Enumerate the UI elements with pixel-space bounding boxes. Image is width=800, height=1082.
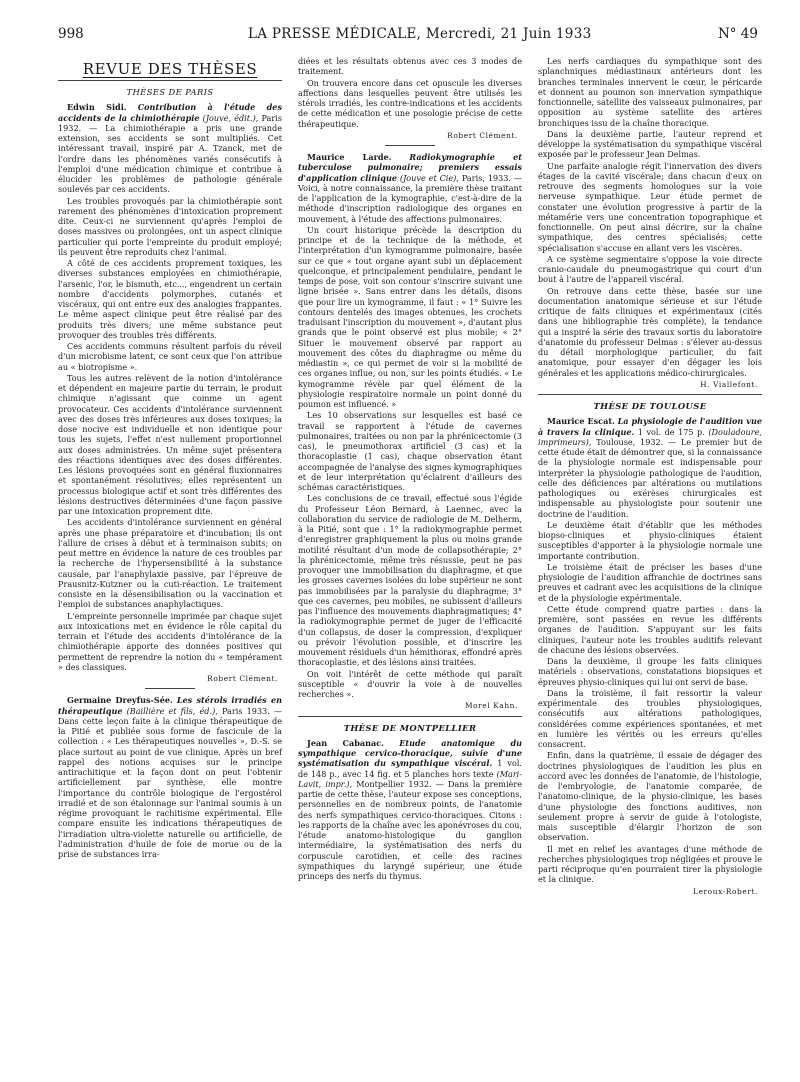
review-book-title: Les stérols irradiés en thérapeutique bbox=[58, 695, 282, 716]
paragraph: Le troisième était de préciser les bases d'une physiologie de l'audition affranchie de doctrines sans preuves et cadrant avec les acquisitions de la clinique et de la physiologie expérimentale. bbox=[538, 561, 762, 603]
paragraph: Dans la deuxième, il groupe les faits cliniques matériels : observations, constatations biopsiques et épreuves physio-cliniques qui lui ont servi de base. bbox=[538, 656, 762, 687]
paragraph: Enfin, dans la quatrième, il essaie de dégager des doctrines physiologiques de l'audition les plus en accord avec les données de l'anatomie, de l'histologie, de l'embryologie, de l'anatomie comparée, de l'anatomo-clinique, de la physio-clinique, les bases d'une physiologie des fonctions auditives, non seulement propre à servir de guide à l'otologiste, mais susceptible d'élargir l'horizon de son observation. bbox=[538, 750, 762, 843]
review-text: Paris 1932. — La chimiothérapie a pris une grande extension, ses accidents se sont multipliés. Cet intéressant travail, inspiré par A. Tzanck, met de l'ordre dans les phénomènes variés consécutifs à l'emploi d'une médication chimique et contribue à élucider les problèmes de pathologie générale soulevés par ces accidents. bbox=[58, 112, 282, 195]
review-text: 1 vol. de 175 p. bbox=[637, 426, 705, 437]
paragraph: Les accidents d'intolérance surviennent en général après une phase préparatoire et d'incubation; ils ont l'allure de crises à début et à terminaison subits; on peut mettre en évidence la nature de ces troubles par la recherche de l'hypersensibilité à la substance causale, par l'anaphylaxie passive, par l'épreuve de Prausnitz-Kutzner ou la cuti-réaction. Le traitement consiste en la désensibilisation ou la vaccination et l'emploi de substances anaphylactiques. bbox=[58, 517, 282, 610]
reviewer-signature: Morel Kahn. bbox=[464, 701, 518, 711]
review-text: Toulouse, 1932. — Le premier but de cette étude était de démontrer que, si la connaissance de la physiologie normale est indispensable pour interpréter la physiologie pathologique de l'audition, celle des déficiences par altérations ou mutilations pathologiques ou exérèses chirurgicales est indispensable au physiologiste pour soutenir une doctrine de l'audition. bbox=[538, 436, 762, 519]
paragraph: Les nerfs cardiaques du sympathique sont des splanchniques médiastinaux antérieurs dont les branches terminales innervent le cœur, le péricarde et donnent au poumon son innervation sympathique fonctionnelle, satellite des vaisseaux pulmonaires, par opposition au système satellite des artères bronchiques issu de la chaîne thoracique. bbox=[538, 56, 762, 128]
separator-rule bbox=[538, 394, 762, 395]
review-text: Montpellier 1932. — Dans la première partie de cette thèse, l'auteur expose ses conceptions, personnelles en de nombreux points, de l'anatomie des nerfs sympathiques cervico-thoraciques. Citons : les rapports de la chaîne avec les aponévroses du cou, l'étude anatomo-histologique du ganglion intermédiaire, la systématisation des nerfs du corpuscule carotidien, et celle des racines sympathiques du laryngé supérieur, une étude princeps des nerfs du thymus. bbox=[298, 778, 522, 881]
review-publisher: (Jouve et Cie), bbox=[399, 172, 459, 183]
paragraph: Les 10 observations sur lesquelles est basé ce travail se rapportent à l'étude de cavernes pulmonaires, traitées ou non par la phrénicectomie (3 cas), le pneumothorax artificiel (3 cas) et la thoracoplastie (1 cas), chaque observation étant accompagnée de l'analyse des signes kymographiques et de leur interprétation qu'éclairent d'ailleurs des schémas caractéristiques. bbox=[298, 410, 522, 492]
review-text: Paris 1933. — Dans cette leçon faite à la clinique thérapeutique de la Pitié et publiée sous forme de fascicule de la collection : « Les thérapeutiques nouvelles », D.-S. se place surtout au point de vue clinique. Après un bref rappel des notions acquises sur le principe antirachitique et la façon dont on peut l'obtenir artificiellement par synthèse, elle montre l'importance du contrôle biologique de l'ergostérol irradié et de son étalonnage sur l'animal soumis à un régime provoquant le rachitisme expérimental. Elle compare ensuite les indications thérapeutiques de l'irradiation ultra-violette naturelle ou artificielle, de l'administration d'huile de foie de morue ou de la prise de substances irra- bbox=[58, 705, 282, 859]
review-book-title: Radiokymographie et tuberculose pulmonaire; premiers essais d'application clinique bbox=[298, 152, 522, 183]
review-publisher: (Baillière et fils, éd.), bbox=[126, 705, 218, 716]
paragraph: On trouvera encore dans cet opuscule les diverses affections dans lesquelles peuvent être utilisés les stérols irradiés, les contre-indications et les accidents de cette médication et une posologie précise de cette thérapeutique. bbox=[298, 77, 522, 129]
review-publisher: (Mari-Lavit, impr.), bbox=[298, 768, 523, 789]
paragraph: Les conclusions de ce travail, effectué sous l'égide du Professeur Léon Bernard, à Laennec, avec la collaboration du service de radiologie de M. Delherm, à la Pitié, sont que : 1° la radiokymographie permet d'enregistrer graphiquement la plus ou moins grande motilité résultant d'un mode de collapsothérapie; 2° la phrénicectomie, même très résussie, peut ne pas provoquer une immobilisation du diaphragme, et que les grosses cavernes isolées du lobe supérieur ne sont pas immobilisées par la paralysie du diaphragme; 3° que ces cavernes, peu mobiles, ne subissent d'ailleurs pas l'influence des mouvements diaphragmatiques; 4° la radiokymographie permet de juger de l'efficacité d'un collapsus, de doser la compression, d'expliquer ou prévoir l'évolution possible, et d'inscrire les mouvement résiduels d'un hémithorax, effondré après thoracoplastie, et des lésions ainsi traitées. bbox=[298, 493, 522, 668]
issue-number: N° 49 bbox=[717, 26, 758, 42]
column-3 bbox=[538, 56, 762, 901]
review-entry-larde bbox=[298, 152, 522, 224]
subsection-montpellier: THÈSE DE MONTPELLIER bbox=[343, 722, 477, 733]
paragraph: Tous les autres relèvent de la notion d'intolérance et dépendent en majeure partie du terrain, le produit chimique n'agissant que comme un agent provocateur. Ces accidents d'intolérance surviennent avec des doses très inférieures aux doses toxiques; la dose nocive est individuelle et non identique pour tous les sujets, l'effet n'est nullement proportionnel aux doses administrées. Un même sujet présentera des réactions identiques avec des doses différentes. Les lésions provoquées sont en général fluxionnaires et spontanément résolutives; elles représentent un processus biologique actif et sont très différentes des lésions destructives déterminées d'une façon passive par une intoxication proprement dite. bbox=[58, 372, 282, 516]
review-publisher: (Jouve, édit.), bbox=[202, 112, 259, 123]
paragraph: L'empreinte personnelle imprimée par chaque sujet aux intoxications met en évidence le rôle capital du terrain et l'étude des accidents d'intolérance de la chimiothérapie apporte des données positives qui permettent de reprendre la notion du « tempérament » des classiques. bbox=[58, 610, 282, 672]
review-text: Paris, 1933. — Voici, à notre connaissance, la première thèse traitant de l'application de la kymographie, c'est-à-dire de la méthode d'inscription radiologique des organes en mouvement, à l'étude des affections pulmonaires. bbox=[298, 172, 522, 224]
reviewer-signature: Leroux-Robert. bbox=[693, 886, 758, 896]
paragraph: Ces accidents communs résultent parfois du réveil d'un microbisme latent, ce sont ceux que l'on attribue au « biotropisme ». bbox=[58, 341, 282, 372]
review-author: Germaine Dreyfus-Sée. bbox=[67, 695, 173, 706]
review-entry-escat bbox=[538, 416, 762, 519]
review-text: 1 vol. de 148 p., avec 14 fig. et 5 planches hors texte bbox=[298, 758, 522, 779]
paragraph: A ce système segmentaire s'oppose la voie directe cranio-caudale du pneumogastrique qui court d'un bout à l'autre de l'appareil viscéral. bbox=[538, 253, 762, 285]
paragraph: Le deuxième était d'établir que les méthodes biopso-cliniques et physio-cliniques étaient susceptibles d'apporter à la physiologie normale une importante contribution. bbox=[538, 519, 762, 561]
reviewer-signature: Robert Clément. bbox=[447, 130, 518, 140]
subsection-paris: THÈSES DE PARIS bbox=[126, 87, 214, 97]
separator-rule bbox=[145, 688, 195, 689]
paragraph: On voit l'intérêt de cette méthode qui paraît susceptible « d'ouvrir la voie à de nouvelles recherches ». bbox=[298, 668, 522, 699]
journal-title: LA PRESSE MÉDICALE, Mercredi, 21 Juin 1933 bbox=[248, 26, 592, 42]
section-title: REVUE DES THÈSES bbox=[82, 60, 258, 78]
review-author: Jean Cabanac. bbox=[307, 737, 384, 748]
review-author: Maurice Escat. bbox=[547, 416, 615, 427]
paragraph: Dans la troisième, il fait ressortir la valeur expérimentale des troubles physiologiques, consécutifs aux altérations pathologiques, considérées comme expériences spontanées, et met en lumière les vérités ou les erreurs qu'elles consacrent. bbox=[538, 687, 762, 749]
subsection-toulouse: THÈSE DE TOULOUSE bbox=[593, 401, 707, 411]
review-entry-sidi bbox=[58, 102, 282, 194]
column-1 bbox=[58, 56, 282, 860]
review-book-title: Etude anatomique du sympathique cervico-thoracique, suivie d'une systématisation du sympathique viscéral. bbox=[298, 737, 523, 769]
review-entry-dreyfus-see bbox=[58, 695, 282, 859]
title-rule bbox=[58, 80, 282, 81]
review-book-title: La physiologie de l'audition vue à travers la clinique. bbox=[538, 416, 762, 437]
separator-rule bbox=[298, 716, 522, 717]
paragraph: On retrouve dans cette thèse, basée sur une documentation anatomique sérieuse et sur l'étude critique de faits cliniques et expérimentaux (cités dans une bibliographie très complète), la tendance qui a inspiré la série des travaux sortis du laboratoire d'anatomie du professeur Delmas : s'élever au-dessus du détail morphologique particulier, du fait anatomique, pour essayer d'en dégager les lois générales et les applications médico-chirurgicales. bbox=[538, 285, 762, 378]
paragraph: Les troubles provoqués par la chimiothérapie sont rarement des phénomènes d'intoxication proprement dite. Ceux-ci ne surviennent qu'après l'emploi de doses massives ou prolongées, ont un aspect clinique particulier qui porte l'empreinte du produit employé; ils peuvent être reproduits chez l'animal. bbox=[58, 195, 282, 257]
review-book-title: Contribution à l'étude des accidents de la chimiothérapie bbox=[58, 102, 282, 123]
paragraph: Dans la deuxième partie, l'auteur reprend et développe la systématisation du sympathique viscéral exposée par le professeur Jean Delmas. bbox=[538, 128, 762, 160]
review-author: Edwin Sidi. bbox=[67, 102, 127, 113]
review-entry-cabanac bbox=[298, 738, 522, 882]
paragraph: Un court historique précède la description du principe et de la technique de la méthode, et l'interprétation d'un kymogramme pulmonaire, basée sur ce que « tout organe ayant subi un déplacement quelconque, et principalement pendulaire, pendant le temps de pose, voit son contour s'inscrire suivant une ligne brisée ». Sans entrer dans les détails, disons que pour lire un kymogramme, il faut : « 1° Suivre les contours dentelés des images obtenues, les crochets traduisant l'inscription du mouvement », d'autant plus grands que le point observé est plus mobile; « 2° Situer le mouvement observé par rapport au mouvement des côtes du diaphragme ou même du médiastin », ce qui permet de voir si la mobilité de ces organes influe, ou non, sur les points étudiés. « Le kymogramme révèle par quel élément de la physiologie respiratoire normale un point donné du poumon est influencé. » bbox=[298, 224, 522, 409]
paragraph: Une parfaite analogie régit l'innervation des divers étages de la cavité viscérale; dans chacun d'eux on retrouve des segments homologues sur la voie nerveuse sympathique. Leur étude permet de constater une évolution progressive à partir de la métamérie vers une concentration topographique et fonctionnelle. On peut ainsi décrire, sur la chaîne sympathique, des centres spécialisés; cette spécialisation s'accuse en allant vers les viscères. bbox=[538, 160, 762, 253]
separator-rule bbox=[385, 145, 435, 146]
paragraph: Cette étude comprend quatre parties : dans la première, sont passées en revue les différents organes de l'audition. S'appuyant sur les faits cliniques, l'auteur note les troubles auditifs relevant de chacune des lésions observées. bbox=[538, 603, 762, 655]
page-number: 998 bbox=[58, 26, 84, 42]
reviewer-signature: Robert Clément. bbox=[207, 674, 278, 683]
column-2 bbox=[298, 56, 522, 882]
paragraph: diées et les résultats obtenus avec ces 3 modes de traitement. bbox=[298, 56, 522, 77]
paragraph: A côté de ces accidents proprement toxiques, les diverses substances employées en chimiothérapie, l'arsenic, l'or, le bismuth, etc..., engendrent un certain nombre d'accidents polymorphes, cutanés et viscéraux, qui ont entre eux des analogies frappantes. Le même aspect clinique peut être réalisé par des produits très divers; une même substance peut provoquer des troubles très différents. bbox=[58, 258, 282, 340]
page-header bbox=[58, 26, 758, 46]
reviewer-signature: H. Viallefont. bbox=[700, 379, 758, 389]
review-author: Maurice Larde. bbox=[307, 152, 392, 162]
review-publisher: (Douladoure, imprimeurs), bbox=[538, 426, 762, 447]
paragraph: Il met en relief les avantages d'une méthode de recherches physiologiques trop négligées et prouve le parti réciproque qu'en pourraient tirer la physiologie et la clinique. bbox=[538, 843, 762, 885]
